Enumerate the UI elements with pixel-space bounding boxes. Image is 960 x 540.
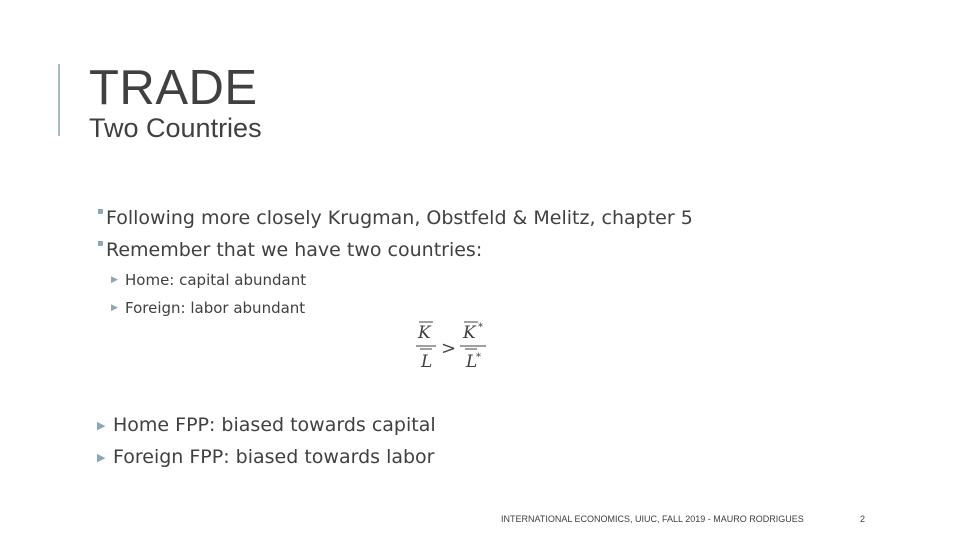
bullet-text: Remember that we have two countries:: [106, 239, 483, 261]
sub-bullet-text: Home: capital abundant: [125, 271, 307, 289]
triangle-bullet-icon: ▶: [97, 419, 106, 432]
formula-right-denominator: L: [466, 352, 478, 372]
star-superscript: *: [476, 352, 481, 363]
bullet-item: [97, 206, 693, 230]
slide-title: TRADE: [89, 61, 258, 115]
sub-bullet-item: [111, 270, 307, 290]
slide-subtitle: Two Countries: [89, 113, 262, 143]
bullet-text: Foreign FPP: biased towards labor: [113, 446, 435, 468]
sub-bullet-text: Foreign: labor abundant: [125, 299, 306, 317]
triangle-bullet-icon: ▶: [111, 275, 118, 285]
sub-bullet-item: [111, 298, 306, 318]
page-number: 2: [860, 514, 866, 524]
capital-labor-ratio-formula: [412, 318, 492, 374]
formula-left-numerator: K: [418, 323, 431, 343]
title-accent-bar: [58, 64, 60, 136]
bullet-item: [97, 445, 435, 469]
bullet-icon: ▪: [97, 238, 104, 249]
bullet-item: [97, 238, 483, 262]
formula-right-numerator: K: [463, 323, 476, 343]
bullet-icon: ▪: [97, 206, 104, 217]
bullet-text: Following more closely Krugman, Obstfeld & Melitz, chapter 5: [106, 207, 693, 229]
star-superscript: *: [478, 322, 483, 333]
greater-than-operator: >: [441, 338, 457, 359]
triangle-bullet-icon: ▶: [97, 451, 106, 464]
formula-left-denominator: L: [421, 352, 433, 372]
bullet-text: Home FPP: biased towards capital: [113, 414, 436, 436]
triangle-bullet-icon: ▶: [111, 303, 118, 313]
bullet-item: [97, 413, 436, 437]
slide-footer: INTERNATIONAL ECONOMICS, UIUC, FALL 2019 - MAURO RODRIGUES: [501, 514, 804, 524]
